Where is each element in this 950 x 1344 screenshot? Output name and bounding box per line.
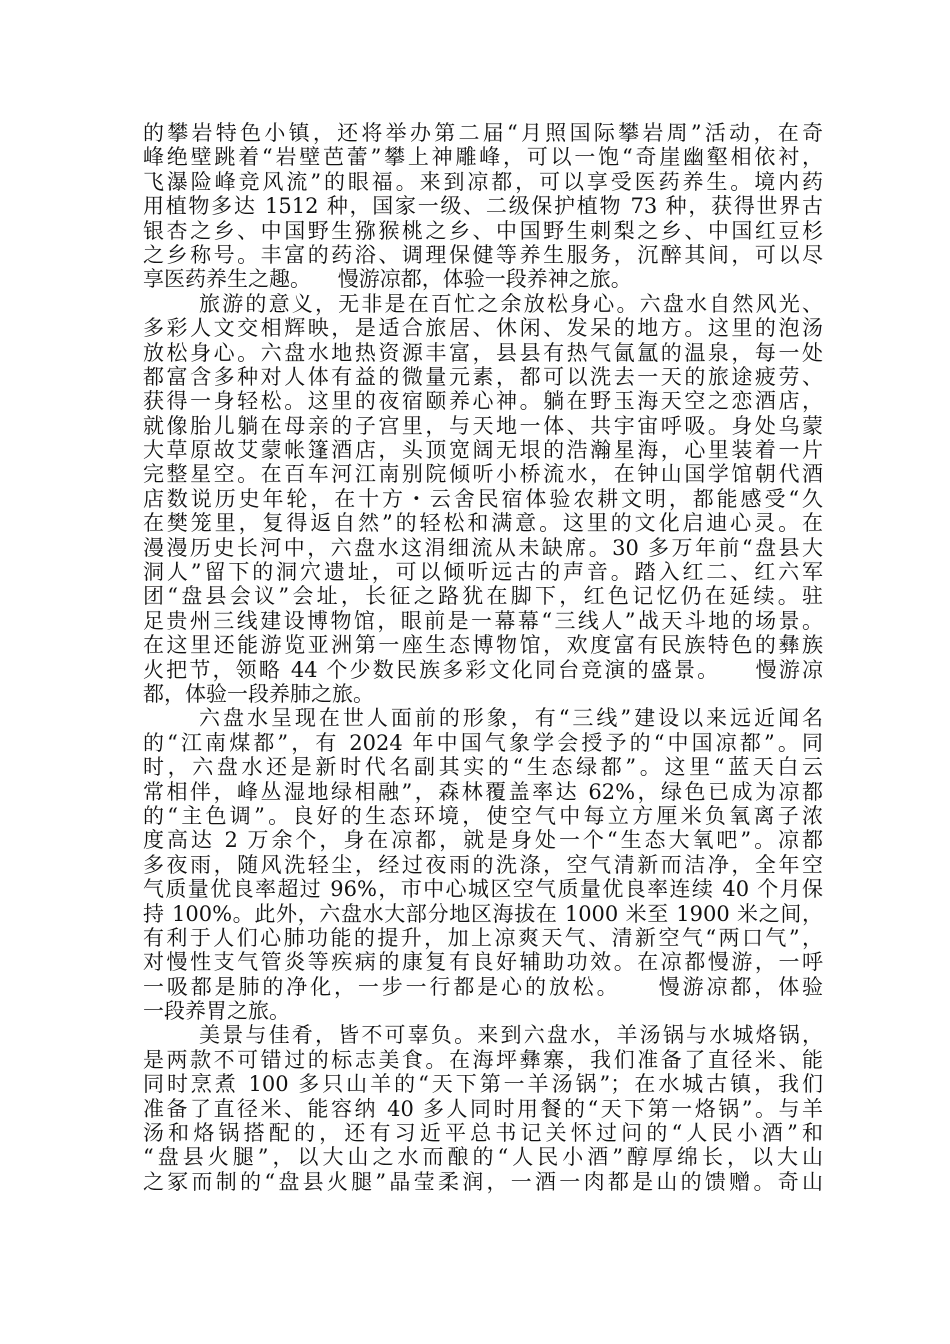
text-line: 放松身心。六盘水地热资源丰富，县县有热气氤氲的温泉，每一处 [143,340,823,365]
text-line: 峰绝壁跳着“岩壁芭蕾”攀上神雕峰，可以一饱“奇崖幽壑相依衬， [143,145,823,170]
text-line: “盘县火腿”，以大山之水而酿的“人民小酒”醇厚绵长，以大山 [143,1145,823,1170]
article-body [143,121,823,1194]
text-line: 常相伴，峰丛湿地绿相融”，森林覆盖率达 62%，绿色已成为凉都 [143,779,823,804]
text-line: 银杏之乡、中国野生猕猴桃之乡、中国野生刺梨之乡、中国红豆杉 [143,218,823,243]
paragraph-first-line: 美景与佳肴，皆不可辜负。来到六盘水，羊汤锅与水城烙锅， [199,1023,823,1048]
text-line: 度高达 2 万余个，身在凉都，就是身处一个“生态大氧吧”。凉都 [143,828,823,853]
text-line: 团“盘县会议”会址，长征之路犹在脚下，红色记忆仍在延续。驻 [143,584,823,609]
text-line: 有利于人们心肺功能的提升，加上凉爽天气、清新空气“两口气”， [143,925,823,950]
text-line: 气质量优良率超过 96%，市中心城区空气质量优良率连续 40 个月保 [143,877,823,902]
text-line: 足贵州三线建设博物馆，眼前是一幕幕“三线人”战天斗地的场景。 [143,608,823,633]
text-line: 获得一身轻松。这里的夜宿颐养心神。躺在野玉海天空之恋酒店， [143,389,823,414]
text-line: 是两款不可错过的标志美食。在海坪彝寨，我们准备了直径米、能 [143,1047,823,1072]
text-line: 洞人”留下的洞穴遗址，可以倾听远古的声音。踏入红二、红六军 [143,560,823,585]
paragraph-first-line: 旅游的意义，无非是在百忙之余放松身心。六盘水自然风光、 [199,291,823,316]
text-line: 准备了直径米、能容纳 40 多人同时用餐的“天下第一烙锅”。与羊 [143,1096,823,1121]
text-line: 用植物多达 1512 种，国家一级、二级保护植物 73 种，获得世界古 [143,194,823,219]
text-line: 之冢而制的“盘县火腿”晶莹柔润，一酒一肉都是山的馈赠。奇山 [143,1169,823,1194]
text-line: 时，六盘水还是新时代名副其实的“生态绿都”。这里“蓝天白云 [143,755,823,780]
text-line: 完整星空。在百车河江南别院倾听小桥流水，在钟山国学馆朝代酒 [143,462,823,487]
text-line: 漫漫历史长河中，六盘水这涓细流从未缺席。30 多万年前“盘县大 [143,535,823,560]
text-line: 都，体验一段养肺之旅。 [143,681,374,706]
text-line: 持 100%。此外，六盘水大部分地区海拔在 1000 米至 1900 米之间， [143,901,823,926]
text-line: 飞瀑险峰竞风流”的眼福。来到凉都，可以享受医药养生。境内药 [143,169,823,194]
text-line: 的“主色调”。良好的生态环境，使空气中每立方厘米负氧离子浓 [143,803,823,828]
text-line: 的“江南煤都”，有 2024 年中国气象学会授予的“中国凉都”。同 [143,730,823,755]
text-line: 就像胎儿躺在母亲的子宫里，与天地一体、共宇宙呼吸。身处乌蒙 [143,413,823,438]
paragraph-first-line: 六盘水呈现在世人面前的形象，有“三线”建设以来远近闻名 [199,706,823,731]
text-line: 一吸都是肺的净化，一步一行都是心的放松。 慢游凉都，体验 [143,974,823,999]
text-line: 之乡称号。丰富的药浴、调理保健等养生服务，沉醉其间，可以尽 [143,242,823,267]
text-line: 在樊笼里，复得返自然”的轻松和满意。这里的文化启迪心灵。在 [143,511,823,536]
text-line: 都富含多种对人体有益的微量元素，都可以洗去一天的旅途疲劳、 [143,364,823,389]
text-line: 大草原故艾蒙帐篷酒店，头顶宽阔无垠的浩瀚星海，心里装着一片 [143,438,823,463]
text-line: 的攀岩特色小镇，还将举办第二届“月照国际攀岩周”活动，在奇 [143,121,823,145]
text-line: 一段养胃之旅。 [143,999,290,1024]
text-line: 汤和烙锅搭配的，还有习近平总书记关怀过问的“人民小酒”和 [143,1121,823,1146]
text-line: 多彩人文交相辉映，是适合旅居、休闲、发呆的地方。这里的泡汤 [143,316,823,341]
text-line: 在这里还能游览亚洲第一座生态博物馆，欢度富有民族特色的彝族 [143,633,823,658]
text-line: 对慢性支气管炎等疾病的康复有良好辅助功效。在凉都慢游，一呼 [143,950,823,975]
text-line: 火把节，领略 44 个少数民族多彩文化同台竞演的盛景。 慢游凉 [143,657,823,682]
text-line: 多夜雨，随风洗轻尘，经过夜雨的洗涤，空气清新而洁净，全年空 [143,852,823,877]
text-line: 同时烹煮 100 多只山羊的“天下第一羊汤锅”；在水城古镇，我们 [143,1072,823,1097]
text-line: 享医药养生之趣。 慢游凉都，体验一段养神之旅。 [143,267,632,292]
text-line: 店数说历史年轮，在十方・云舍民宿体验农耕文明，都能感受“久 [143,486,823,511]
